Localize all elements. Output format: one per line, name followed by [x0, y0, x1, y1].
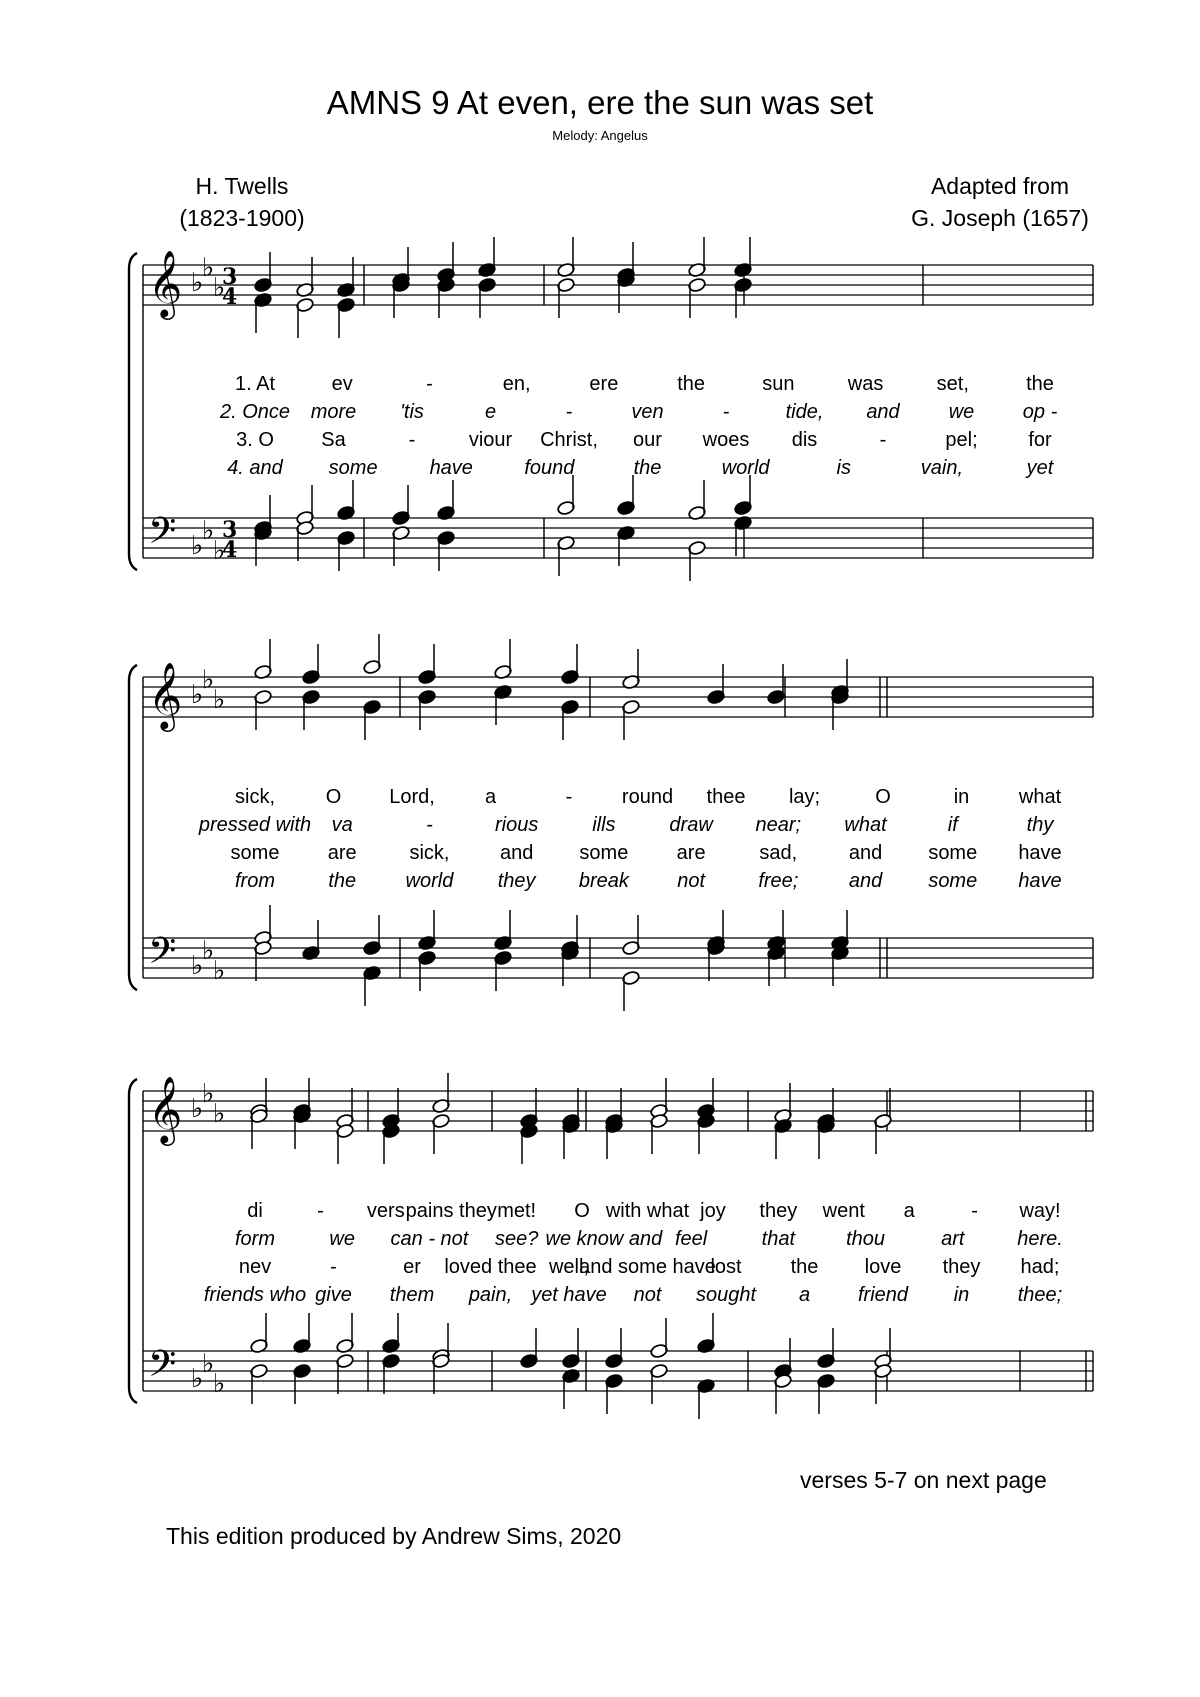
- key-flat: ♭: [213, 685, 226, 715]
- lyric-syllable: are: [327, 842, 357, 864]
- lyric-syllable: give: [315, 1284, 352, 1306]
- lyric-syllable: 3. O: [236, 429, 274, 451]
- lyric-syllable: 'tis: [400, 401, 424, 423]
- lyric-syllable: not: [633, 1284, 662, 1306]
- key-flat: ♭: [213, 1099, 226, 1129]
- lyric-syllable: have: [1018, 870, 1062, 892]
- lyric-syllable: sun: [762, 373, 795, 395]
- lyric-syllable: 1. At: [234, 373, 276, 395]
- lyric-syllable: -: [971, 1200, 978, 1222]
- lyric-syllable: more: [310, 401, 357, 423]
- lyric-syllable: and: [848, 842, 883, 864]
- lyric-syllable: had;: [1020, 1256, 1060, 1278]
- key-flat: ♭: [213, 536, 226, 566]
- lyric-syllable: -: [565, 786, 573, 808]
- lyric-syllable: are: [676, 842, 706, 864]
- lyric-syllable: that: [761, 1228, 796, 1250]
- lyric-syllable: -: [330, 1256, 337, 1278]
- lyric-syllable: way!: [1019, 1200, 1061, 1222]
- lyric-syllable: break: [578, 870, 629, 892]
- time-signature: 4: [222, 284, 238, 310]
- treble-clef: 𝄞: [148, 249, 183, 317]
- lyric-syllable: and: [866, 401, 900, 423]
- lyric-syllable: Sa: [321, 429, 346, 451]
- lyric-syllable: have: [429, 457, 473, 479]
- lyric-syllable: set,: [936, 373, 969, 395]
- lyric-syllable: 2. Once: [219, 401, 291, 423]
- lyric-syllable: met!: [497, 1200, 537, 1222]
- bass-clef: 𝄢: [148, 930, 177, 981]
- lyric-syllable: love: [864, 1256, 902, 1278]
- lyric-syllable: O: [574, 1200, 590, 1222]
- lyric-syllable: sought: [695, 1284, 757, 1306]
- lyric-syllable: ven: [631, 401, 664, 423]
- lyric-syllable: for: [1028, 429, 1052, 451]
- lyric-syllable: er: [403, 1256, 421, 1278]
- lyric-syllable: here.: [1017, 1228, 1063, 1250]
- lyric-syllable: is: [836, 457, 851, 479]
- lyric-syllable: tide,: [785, 401, 824, 423]
- lyric-syllable: we: [948, 401, 975, 423]
- lyric-syllable: draw: [669, 814, 713, 836]
- bass-clef: 𝄢: [148, 510, 177, 561]
- lyric-syllable: vers: [366, 1200, 405, 1222]
- lyric-syllable: ere: [589, 373, 619, 395]
- lyric-syllable: ills: [592, 814, 616, 836]
- lyric-syllable: free;: [758, 870, 799, 892]
- continuation-note: verses 5-7 on next page: [800, 1467, 1047, 1493]
- lyric-syllable: Christ,: [540, 429, 598, 451]
- lyric-syllable: -: [722, 401, 730, 423]
- lyric-syllable: va: [331, 814, 353, 836]
- lyric-syllable: nev: [238, 1256, 272, 1278]
- lyric-syllable: they: [942, 1256, 981, 1278]
- lyric-syllable: -: [408, 429, 416, 451]
- lyric-syllable: feel: [674, 1228, 708, 1250]
- lyric-syllable: was: [847, 373, 884, 395]
- lyric-syllable: some: [928, 842, 978, 864]
- lyric-syllable: the: [328, 870, 357, 892]
- lyric-syllable: a: [798, 1284, 811, 1306]
- lyric-syllable: viour: [468, 429, 513, 451]
- lyric-syllable: sad,: [759, 842, 798, 864]
- lyric-syllable: not: [677, 870, 706, 892]
- lyric-syllable: some: [928, 870, 978, 892]
- lyric-syllable: pains they: [405, 1200, 497, 1222]
- key-flat: ♭: [213, 1369, 226, 1399]
- lyric-syllable: art: [941, 1228, 965, 1250]
- lyric-syllable: and some have: [579, 1256, 716, 1278]
- lyric-syllable: a: [903, 1200, 915, 1222]
- lyric-syllable: O: [875, 786, 891, 808]
- composer-name: G. Joseph (1657): [911, 205, 1089, 231]
- author-dates: (1823-1900): [179, 205, 305, 231]
- lyric-syllable: the: [677, 373, 706, 395]
- lyric-syllable: form: [235, 1228, 275, 1250]
- lyric-syllable: thou: [846, 1228, 886, 1250]
- lyric-syllable: they: [497, 870, 536, 892]
- lyric-syllable: loved thee: [444, 1256, 537, 1278]
- time-signature: 4: [222, 537, 238, 563]
- time-signature: 3: [222, 264, 238, 290]
- key-flat: ♭: [213, 273, 226, 303]
- lyric-syllable: them: [389, 1284, 435, 1306]
- lyric-syllable: lost: [710, 1256, 742, 1278]
- lyric-syllable: our: [633, 429, 662, 451]
- key-flat: ♭: [191, 951, 204, 981]
- lyric-syllable: en,: [502, 373, 531, 395]
- lyric-syllable: pressed with: [198, 814, 312, 836]
- lyric-syllable: dis: [791, 429, 818, 451]
- lyric-syllable: -: [565, 401, 573, 423]
- lyric-syllable: friends who: [203, 1284, 307, 1306]
- lyric-syllable: we: [329, 1228, 356, 1250]
- key-flat: ♭: [191, 1364, 204, 1394]
- key-flat: ♭: [202, 936, 215, 966]
- lyric-syllable: what: [844, 814, 887, 836]
- lyric-syllable: some: [230, 842, 280, 864]
- lyric-syllable: sick,: [409, 842, 450, 864]
- treble-clef: 𝄞: [148, 1075, 183, 1143]
- key-flat: ♭: [202, 1349, 215, 1379]
- melody-subtitle: Melody: Angelus: [552, 128, 648, 143]
- hymn-title: AMNS 9 At even, ere the sun was set: [326, 84, 874, 121]
- lyric-syllable: they: [759, 1200, 798, 1222]
- lyric-syllable: in: [953, 786, 970, 808]
- lyric-syllable: lay;: [788, 786, 821, 808]
- key-flat: ♭: [213, 956, 226, 986]
- lyric-syllable: Lord,: [389, 786, 435, 808]
- lyric-syllable: near;: [755, 814, 802, 836]
- lyric-syllable: world: [721, 457, 770, 479]
- key-flat: ♭: [191, 1094, 204, 1124]
- lyric-syllable: if: [947, 814, 958, 836]
- lyric-syllable: we know and: [545, 1228, 663, 1250]
- key-flat: ♭: [202, 1079, 215, 1109]
- key-flat: ♭: [191, 531, 204, 561]
- lyric-syllable: some: [579, 842, 629, 864]
- key-flat: ♭: [202, 516, 215, 546]
- lyric-syllable: in: [953, 1284, 970, 1306]
- lyric-syllable: pain,: [468, 1284, 513, 1306]
- lyric-syllable: sick,: [235, 786, 275, 808]
- lyric-syllable: pel;: [945, 429, 978, 451]
- lyric-syllable: ev: [331, 373, 353, 395]
- lyric-syllable: found: [524, 457, 575, 479]
- lyric-syllable: -: [426, 814, 433, 836]
- lyric-syllable: and: [848, 870, 883, 892]
- key-flat: ♭: [202, 665, 215, 695]
- lyric-syllable: the: [633, 457, 662, 479]
- bass-clef: 𝄢: [148, 1343, 177, 1394]
- lyric-syllable: what: [1018, 786, 1062, 808]
- lyric-syllable: di: [247, 1200, 263, 1222]
- lyric-syllable: the: [790, 1256, 819, 1278]
- lyric-syllable: and: [499, 842, 534, 864]
- lyric-syllable: O: [325, 786, 342, 808]
- key-flat: ♭: [191, 268, 204, 298]
- lyric-syllable: vain,: [920, 457, 963, 479]
- lyric-syllable: with what: [605, 1200, 690, 1222]
- author-name: H. Twells: [195, 173, 289, 199]
- lyric-syllable: well,: [548, 1256, 590, 1278]
- lyric-syllable: -: [879, 429, 887, 451]
- lyric-syllable: -: [317, 1200, 324, 1222]
- lyric-syllable: some: [328, 457, 378, 479]
- lyric-syllable: have: [1018, 842, 1062, 864]
- lyric-syllable: a: [484, 786, 497, 808]
- key-flat: ♭: [191, 680, 204, 710]
- lyric-syllable: rious: [494, 814, 539, 836]
- lyric-syllable: 4. and: [227, 457, 283, 479]
- lyric-syllable: -: [426, 373, 433, 395]
- time-signature: 3: [222, 517, 238, 543]
- lyric-syllable: went: [822, 1200, 865, 1222]
- lyric-syllable: the: [1026, 373, 1054, 395]
- lyric-syllable: yet have: [531, 1284, 607, 1306]
- key-flat: ♭: [202, 253, 215, 283]
- lyric-syllable: thee: [706, 786, 746, 808]
- lyric-syllable: thy: [1026, 814, 1054, 836]
- lyric-syllable: friend: [857, 1284, 909, 1306]
- lyric-syllable: can - not: [390, 1228, 469, 1250]
- lyric-syllable: world: [405, 870, 454, 892]
- system-bracket: [129, 1079, 137, 1403]
- lyric-syllable: thee;: [1017, 1284, 1063, 1306]
- system-bracket: [129, 665, 137, 990]
- lyric-syllable: e: [484, 401, 497, 423]
- lyric-syllable: from: [235, 870, 275, 892]
- composer-adapted: Adapted from: [930, 173, 1070, 199]
- lyric-syllable: joy: [700, 1200, 726, 1222]
- lyric-syllable: yet: [1026, 457, 1054, 479]
- lyric-syllable: round: [621, 786, 674, 808]
- system-bracket: [129, 253, 137, 570]
- lyric-syllable: see?: [494, 1228, 539, 1250]
- treble-clef: 𝄞: [148, 661, 183, 729]
- edition-credit: This edition produced by Andrew Sims, 2020: [166, 1523, 622, 1549]
- lyric-syllable: woes: [702, 429, 750, 451]
- lyric-syllable: op -: [1022, 401, 1058, 423]
